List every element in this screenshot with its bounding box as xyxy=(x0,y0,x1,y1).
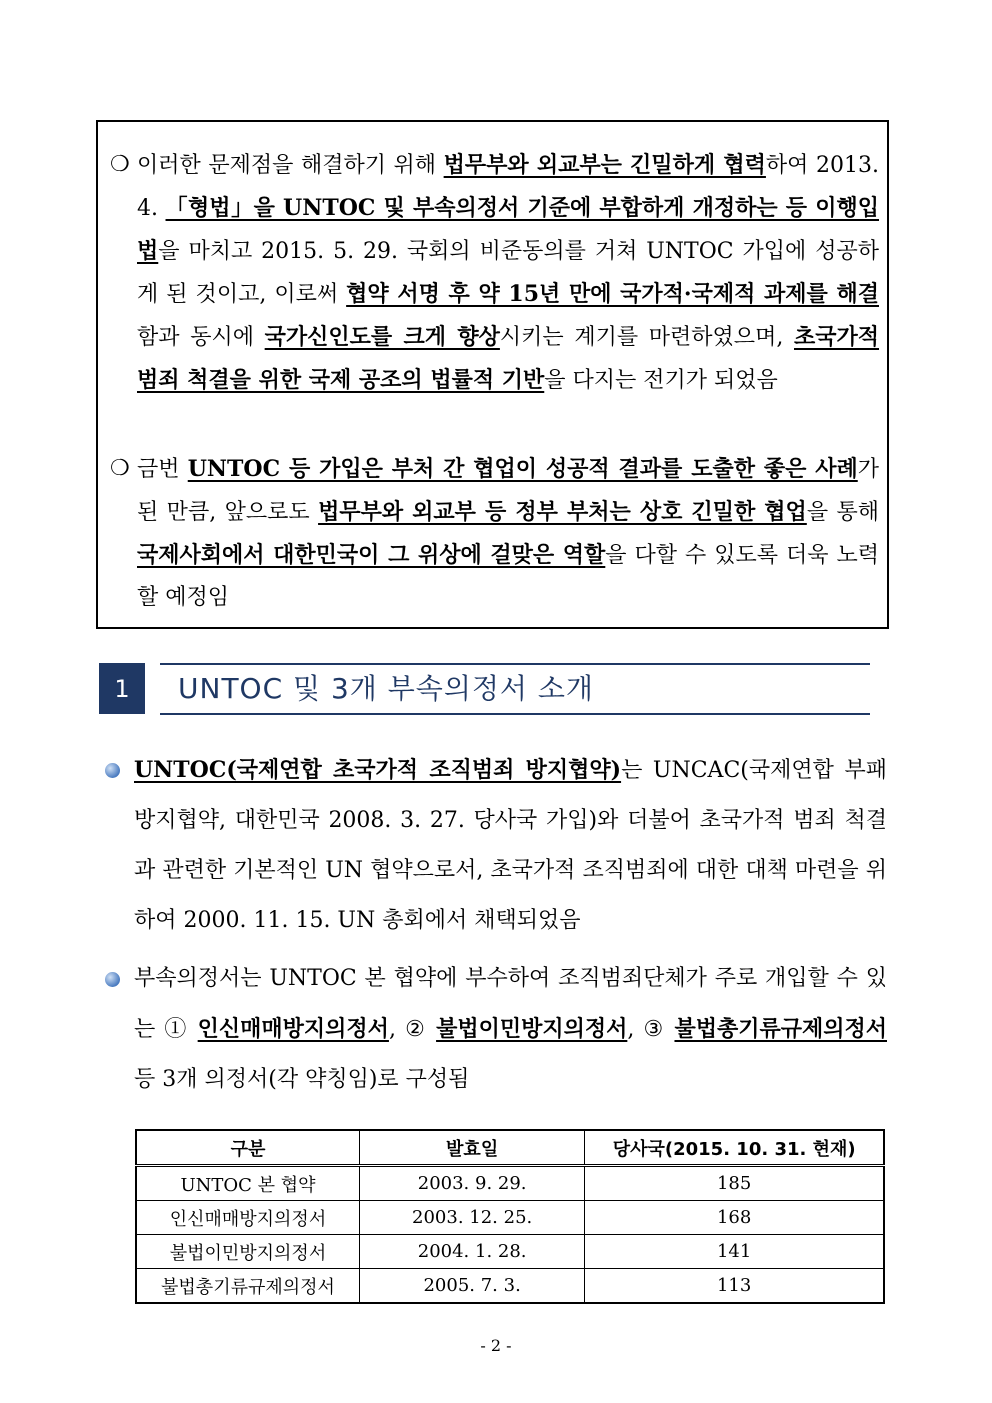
underlined-phrase: 「형법」을 UNTOC 및 부속의정서 기준에 부합하게 개정하는 등 이행입법 xyxy=(137,195,879,264)
underlined-phrase: UNTOC 등 가입은 부처 간 협업이 성공적 결과를 도출한 좋은 사례 xyxy=(187,456,858,482)
cell-category: 불법총기류규제의정서 xyxy=(136,1269,359,1304)
summary-paragraph-2: ❍ 금번 UNTOC 등 가입은 부처 간 협업이 성공적 결과를 도출한 좋은 사례가 된 만큼, 앞으로도 법무부와 외교부 등 정부 부처는 상호 긴밀한 협업을 통해 국제사회에서 대한민국이 그 위상에 걸맞은 역할을 다할 수 있도록 더욱 노력할 예정임 xyxy=(110,448,879,619)
cell-parties: 113 xyxy=(585,1269,884,1304)
underlined-phrase: 불법이민방지의정서 xyxy=(436,1016,628,1042)
summary-box xyxy=(96,120,889,629)
round-bullet-icon xyxy=(105,763,120,778)
section-rule-bottom xyxy=(160,713,870,715)
cell-category: 불법이민방지의정서 xyxy=(136,1235,359,1269)
bullet-paragraph-1: UNTOC(국제연합 초국가적 조직범죄 방지협약)는 UNCAC(국제연합 부패방지협약, 대한민국 2008. 3. 27. 당사국 가입)와 더불어 초국가적 범죄 척결과 관련한 기본적인 UN 협약으로서, 초국가적 조직범죄에 대한 대책 마련을 위하여 2000. 11. 15. UN 총회에서 채택되었음 xyxy=(105,745,887,946)
underlined-phrase: 불법총기류규제의정서 xyxy=(674,1016,887,1042)
summary-paragraph-1: ❍ 이러한 문제점을 해결하기 위해 법무부와 외교부는 긴밀하게 협력하여 2013. 4. 「형법」을 UNTOC 및 부속의정서 기준에 부합하게 개정하는 등 이행입법을 마치고 2015. 5. 29. 국회의 비준동의를 거쳐 UNTOC 가입에 성공하게 된 것이고, 이로써 협약 서명 후 약 15년 만에 국가적·국제적 과제를 해결함과 동시에 국가신인도를 크게 향상시키는 계기를 마련하였으며, 초국가적 범죄 척결을 위한 국제 공조의 법률적 기반을 다지는 전기가 되었음 xyxy=(110,144,879,402)
cell-date: 2003. 9. 29. xyxy=(359,1166,584,1201)
protocol-table xyxy=(135,1129,885,1304)
underlined-phrase: 국가신인도를 크게 향상 xyxy=(264,324,500,350)
header-category: 구분 xyxy=(136,1130,359,1166)
table-header-row xyxy=(136,1130,884,1166)
cell-parties: 141 xyxy=(585,1235,884,1269)
cell-category: 인신매매방지의정서 xyxy=(136,1201,359,1235)
underlined-phrase: UNTOC(국제연합 초국가적 조직범죄 방지협약) xyxy=(134,757,622,783)
cell-parties: 185 xyxy=(585,1166,884,1201)
round-bullet-icon xyxy=(105,972,120,987)
underlined-phrase: 인신매매방지의정서 xyxy=(197,1016,389,1042)
cell-parties: 168 xyxy=(585,1201,884,1235)
underlined-phrase: 국제사회에서 대한민국이 그 위상에 걸맞은 역할 xyxy=(137,542,606,568)
circle-bullet-icon: ❍ xyxy=(110,456,130,481)
section-number: 1 xyxy=(99,663,145,714)
circle-bullet-icon: ❍ xyxy=(110,152,130,177)
header-state-parties: 당사국(2015. 10. 31. 현재) xyxy=(585,1130,884,1166)
underlined-phrase: 법무부와 외교부는 긴밀하게 협력 xyxy=(443,152,766,178)
cell-date: 2004. 1. 28. xyxy=(359,1235,584,1269)
cell-date: 2003. 12. 25. xyxy=(359,1201,584,1235)
cell-category: UNTOC 본 협약 xyxy=(136,1166,359,1201)
page-number: - 2 - xyxy=(480,1336,512,1355)
table-row xyxy=(136,1269,884,1304)
section-title: UNTOC 및 3개 부속의정서 소개 xyxy=(178,672,594,705)
table-row xyxy=(136,1235,884,1269)
underlined-phrase: 초국가적 범죄 척결을 위한 국제 공조의 법률적 기반 xyxy=(137,324,880,393)
cell-date: 2005. 7. 3. xyxy=(359,1269,584,1304)
underlined-phrase: 협약 서명 후 약 15년 만에 국가적·국제적 과제를 해결 xyxy=(346,281,879,307)
section-rule-top xyxy=(160,663,870,665)
table-row xyxy=(136,1201,884,1235)
bullet-paragraph-2: 부속의정서는 UNTOC 본 협약에 부수하여 조직범죄단체가 주로 개입할 수 있는 ① 인신매매방지의정서, ② 불법이민방지의정서, ③ 불법총기류규제의정서 등 3개 의정서(각 약칭임)로 구성됨 xyxy=(105,954,887,1105)
table-row xyxy=(136,1166,884,1201)
underlined-phrase: 법무부와 외교부 등 정부 부처는 상호 긴밀한 협업 xyxy=(318,499,807,525)
header-effective-date: 발효일 xyxy=(359,1130,584,1166)
